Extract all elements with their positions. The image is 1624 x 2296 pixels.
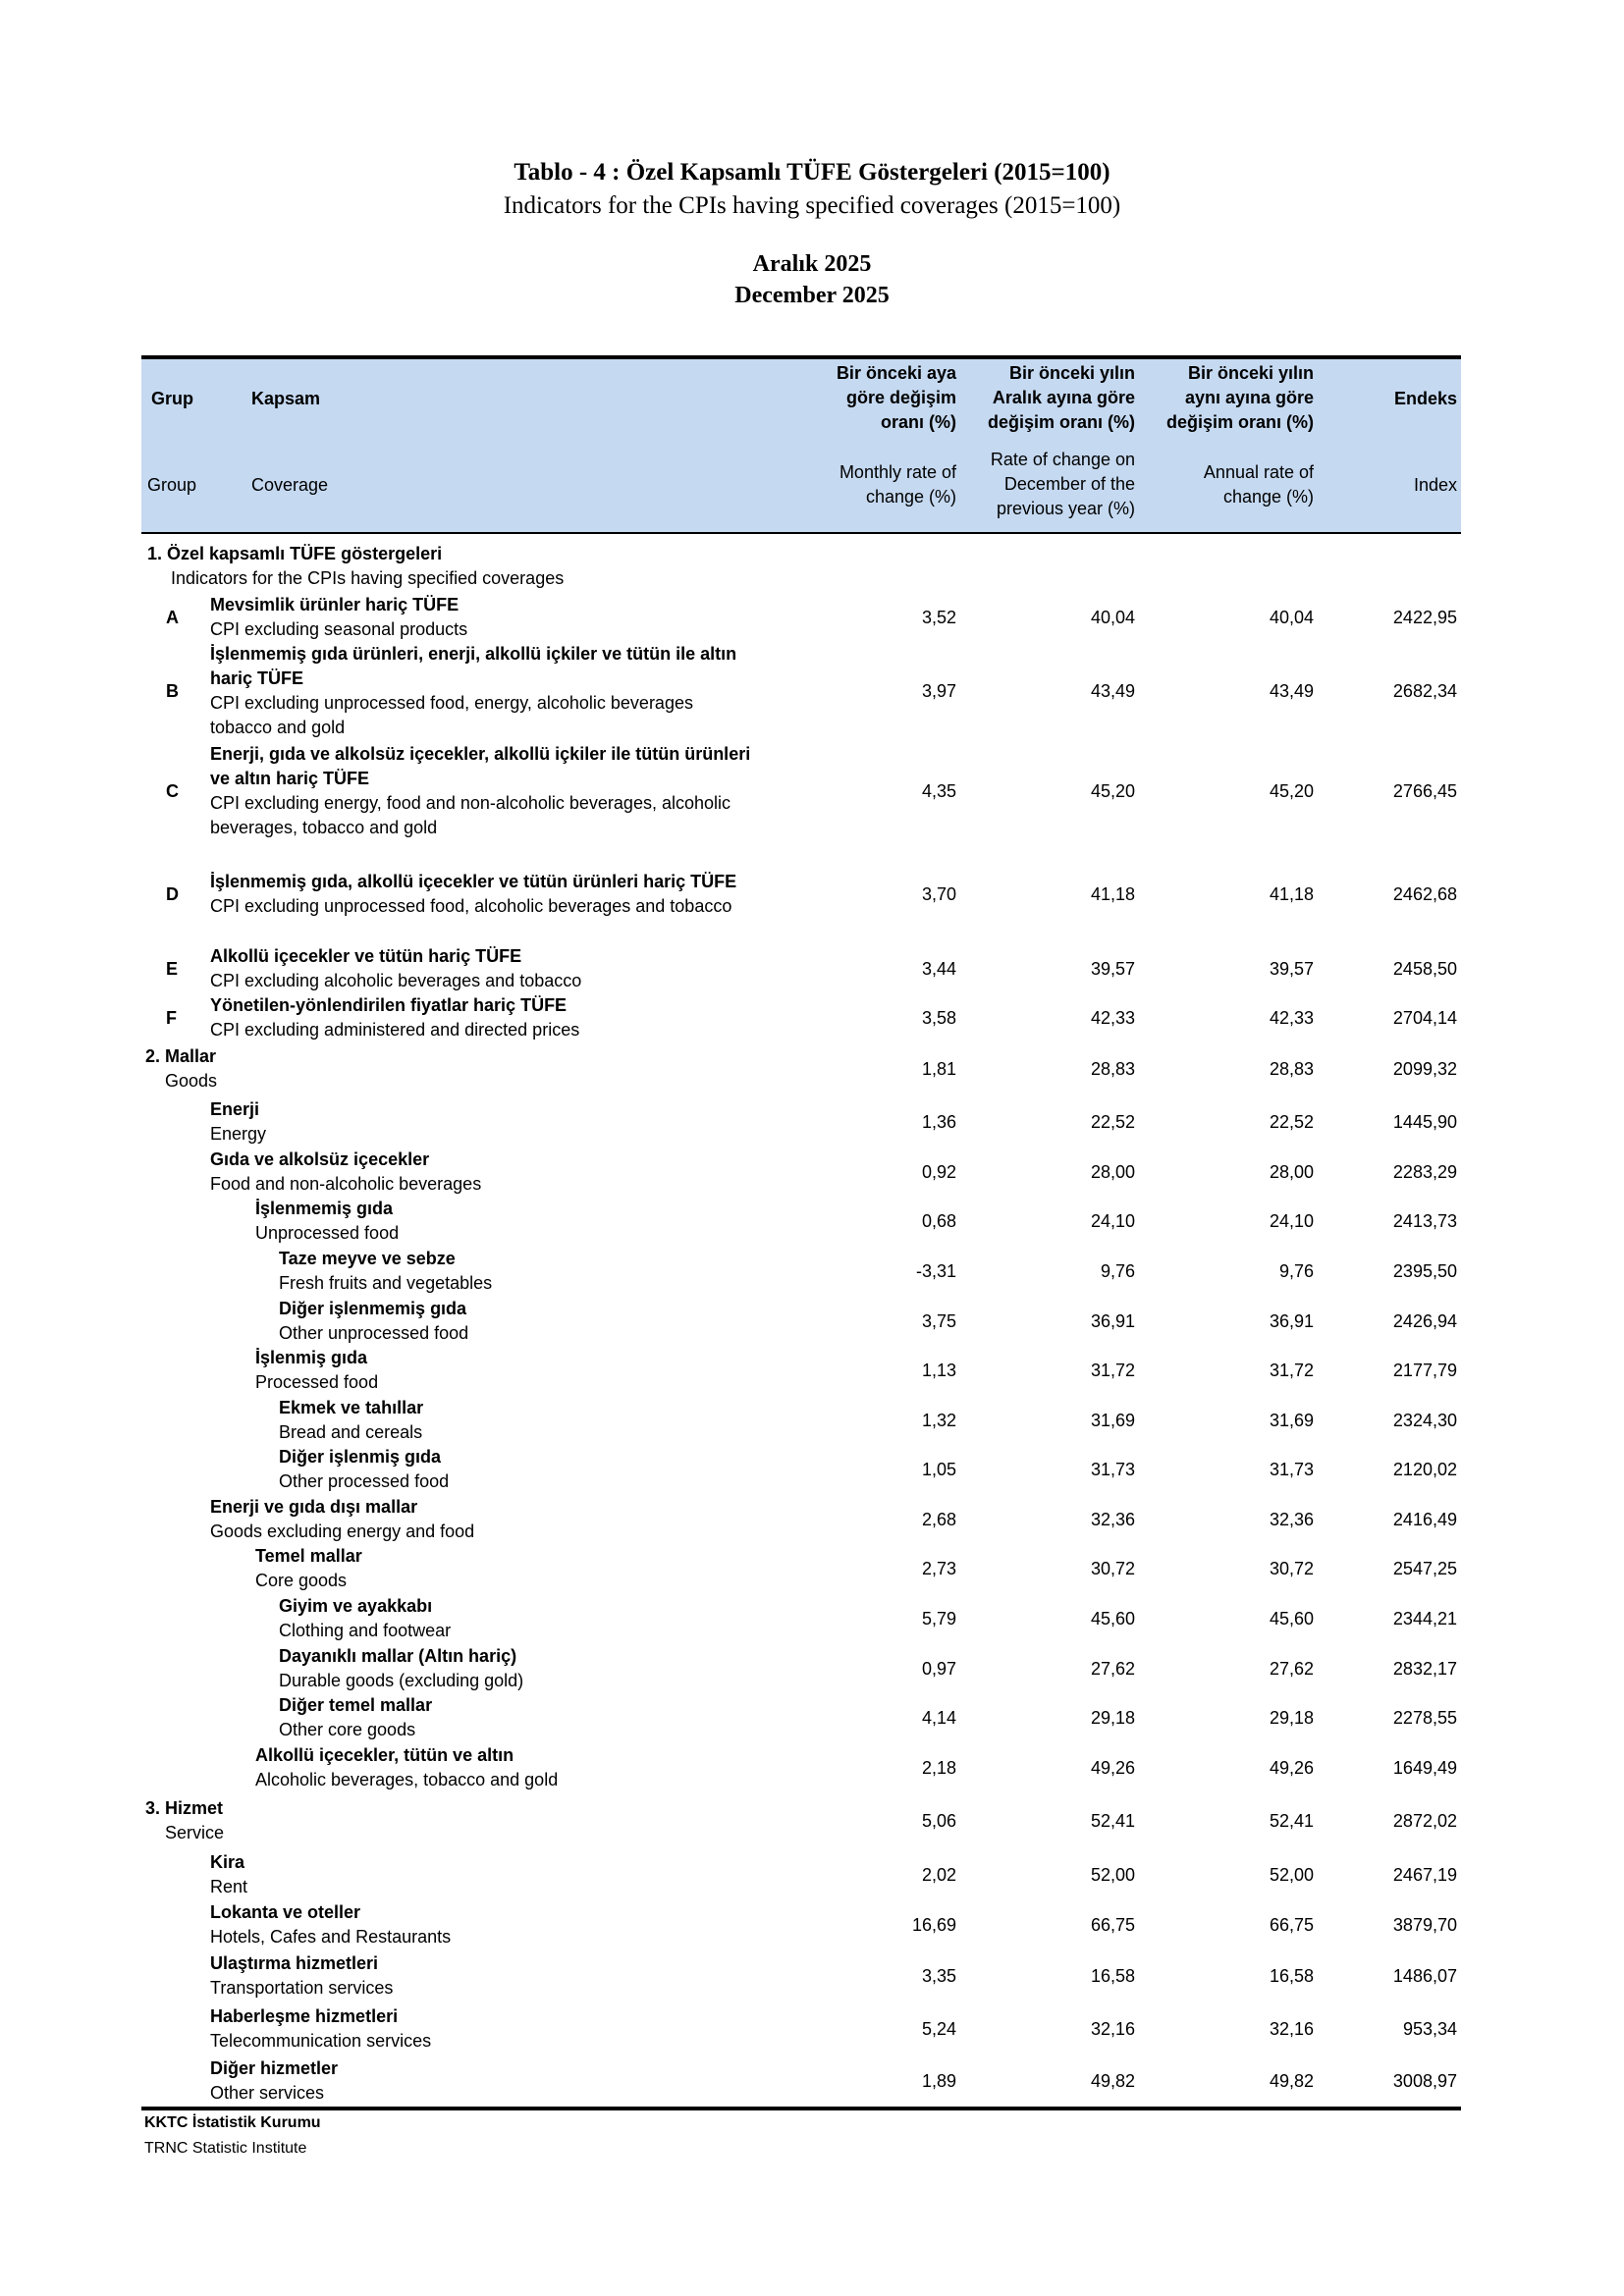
- annual-change: 52,00: [1269, 1864, 1314, 1885]
- december-change: 27,62: [1090, 1658, 1135, 1679]
- header-coverage-en: Coverage: [251, 475, 329, 495]
- index-value: 2344,21: [1392, 1608, 1457, 1629]
- monthly-change: 2,68: [921, 1509, 956, 1529]
- row-label: [279, 1247, 492, 1296]
- table-row: [141, 542, 1461, 591]
- row-label-tr: İşlenmemiş gıda ürünleri, enerji, alkollü içkiler ve tütün ile altın: [210, 644, 737, 664]
- annual-change: 27,62: [1269, 1658, 1314, 1679]
- row-label-en: Core goods: [255, 1571, 348, 1590]
- index-value: 2416,49: [1392, 1509, 1457, 1529]
- row-label: [210, 944, 581, 993]
- index-value: 2177,79: [1392, 1360, 1457, 1380]
- annual-change: 43,49: [1269, 680, 1314, 701]
- row-label-tr: ve altın hariç TÜFE: [210, 769, 370, 788]
- row-label: [255, 1544, 362, 1593]
- header-monthly-en: Monthly rate of change (%): [839, 462, 956, 507]
- december-change: 31,69: [1090, 1410, 1135, 1430]
- index-value: 2324,30: [1392, 1410, 1457, 1430]
- row-label-en: Rent: [210, 1877, 248, 1896]
- table-row: [141, 1693, 1461, 1742]
- row-label: [279, 1644, 523, 1693]
- table-row: [141, 1297, 1461, 1346]
- header-december-en: Rate of change on December of the previous year (%): [990, 450, 1135, 518]
- index-value: 2682,34: [1392, 680, 1457, 701]
- table-row: [141, 593, 1461, 642]
- row-label-tr: İşlenmiş gıda: [255, 1348, 368, 1367]
- row-label-tr: 2. Mallar: [145, 1046, 217, 1066]
- period-en: December 2025: [734, 283, 890, 308]
- row-label: [145, 1796, 224, 1845]
- december-change: 28,00: [1090, 1161, 1135, 1182]
- row-label-tr: hariç TÜFE: [210, 668, 304, 688]
- table-row: [141, 2004, 1461, 2054]
- row-label-tr: Ekmek ve tahıllar: [279, 1398, 424, 1417]
- index-value: 2120,02: [1392, 1459, 1457, 1479]
- table-row: [141, 1495, 1461, 1544]
- monthly-change: 1,05: [921, 1459, 956, 1479]
- header-group-tr: Grup: [151, 389, 193, 408]
- december-change: 29,18: [1090, 1707, 1135, 1728]
- row-label: [279, 1693, 432, 1742]
- header-december-tr: Bir önceki yılın Aralık ayına göre değişim oranı (%): [987, 363, 1135, 432]
- row-label-en: Indicators for the CPIs having specified coverages: [171, 568, 565, 588]
- table-title: Tablo - 4 : Özel Kapsamlı TÜFE Göstergeleri (2015=100): [514, 159, 1110, 186]
- annual-change: 32,16: [1269, 2018, 1314, 2039]
- table-bottom-rule: [141, 2107, 1461, 2110]
- table-subtitle: Indicators for the CPIs having specified coverages (2015=100): [503, 192, 1121, 219]
- december-change: 31,73: [1090, 1459, 1135, 1479]
- row-label-en: tobacco and gold: [210, 718, 346, 737]
- footer-org-tr: KKTC İstatistik Kurumu: [144, 2114, 321, 2131]
- annual-change: 31,73: [1269, 1459, 1314, 1479]
- index-value: 2766,45: [1392, 780, 1457, 801]
- december-change: 49,82: [1090, 2070, 1135, 2091]
- table-row: [141, 1148, 1461, 1197]
- annual-change: 31,72: [1269, 1360, 1314, 1380]
- index-value: 2283,29: [1392, 1161, 1457, 1182]
- row-label: [210, 742, 750, 840]
- row-label-en: Fresh fruits and vegetables: [279, 1273, 493, 1293]
- index-value: 3879,70: [1392, 1914, 1457, 1935]
- december-change: 36,91: [1090, 1310, 1135, 1331]
- row-label: [210, 870, 736, 919]
- monthly-change: 3,44: [921, 958, 956, 979]
- december-change: 16,58: [1090, 1965, 1135, 1986]
- row-label-en: Transportation services: [210, 1978, 394, 1998]
- row-label-en: Unprocessed food: [255, 1223, 400, 1243]
- row-label-en: Food and non-alcoholic beverages: [210, 1174, 482, 1194]
- december-change: 30,72: [1090, 1558, 1135, 1578]
- december-change: 49,26: [1090, 1757, 1135, 1778]
- index-value: 2872,02: [1392, 1810, 1457, 1831]
- header-annual-tr: Bir önceki yılın aynı ayına göre değişim oranı (%): [1165, 363, 1314, 432]
- row-label: [255, 1743, 558, 1792]
- index-value: 3008,97: [1392, 2070, 1457, 2091]
- row-label-en: Other processed food: [279, 1471, 450, 1491]
- row-label: [255, 1197, 399, 1246]
- monthly-change: 2,18: [921, 1757, 956, 1778]
- table-row: [141, 1544, 1461, 1593]
- december-change: 9,76: [1100, 1260, 1135, 1281]
- table-row: [141, 1097, 1461, 1147]
- period-tr: Aralık 2025: [752, 251, 872, 277]
- annual-change: 28,00: [1269, 1161, 1314, 1182]
- row-label-en: Goods: [165, 1071, 218, 1091]
- row-label-tr: İşlenmemiş gıda, alkollü içecekler ve tütün ürünleri hariç TÜFE: [210, 872, 737, 891]
- row-label: [210, 642, 736, 740]
- table-row: [141, 1197, 1461, 1246]
- row-label-en: CPI excluding seasonal products: [210, 619, 468, 639]
- index-value: 2422,95: [1392, 607, 1457, 627]
- row-label: [210, 1148, 481, 1197]
- monthly-change: 0,92: [921, 1161, 956, 1182]
- december-change: 28,83: [1090, 1058, 1135, 1079]
- december-change: 31,72: [1090, 1360, 1135, 1380]
- header-coverage-tr: Kapsam: [251, 389, 321, 408]
- header-group-en: Group: [147, 475, 197, 495]
- table-row: [141, 1346, 1461, 1395]
- row-code: F: [166, 1007, 177, 1028]
- index-value: 2099,32: [1392, 1058, 1457, 1079]
- table-row: [141, 1396, 1461, 1445]
- row-label-en: CPI excluding unprocessed food, energy, alcoholic beverages: [210, 693, 693, 713]
- index-value: 2467,19: [1392, 1864, 1457, 1885]
- annual-change: 31,69: [1269, 1410, 1314, 1430]
- monthly-change: 3,52: [921, 607, 956, 627]
- table-row: [141, 1594, 1461, 1643]
- table-row: [141, 1247, 1461, 1296]
- monthly-change: 4,14: [921, 1707, 956, 1728]
- index-value: 953,34: [1402, 2018, 1457, 2039]
- row-code: A: [166, 607, 179, 627]
- row-label-tr: Temel mallar: [255, 1546, 362, 1566]
- row-label-tr: Alkollü içecekler, tütün ve altın: [255, 1745, 514, 1765]
- row-label-tr: Giyim ve ayakkabı: [279, 1596, 433, 1616]
- index-value: 2547,25: [1392, 1558, 1457, 1578]
- december-change: 52,00: [1090, 1864, 1135, 1885]
- row-label-en: Durable goods (excluding gold): [279, 1671, 524, 1690]
- row-label-tr: Diğer işlenmiş gıda: [279, 1447, 442, 1467]
- row-label-tr: Enerji: [210, 1099, 260, 1119]
- row-label-tr: Gıda ve alkolsüz içecekler: [210, 1149, 430, 1169]
- row-label-tr: Lokanta ve oteller: [210, 1902, 361, 1922]
- header-monthly-tr: Bir önceki aya göre değişim oranı (%): [836, 363, 956, 432]
- table-row: [141, 742, 1461, 840]
- row-label: [147, 542, 564, 591]
- december-change: 22,52: [1090, 1111, 1135, 1132]
- row-label: [210, 1850, 247, 1899]
- row-label-en: Alcoholic beverages, tobacco and gold: [255, 1770, 559, 1789]
- row-label-en: CPI excluding energy, food and non-alcoholic beverages, alcoholic: [210, 793, 731, 813]
- row-label: [210, 1900, 451, 1949]
- annual-change: 52,41: [1269, 1810, 1314, 1831]
- row-label: [210, 2056, 338, 2106]
- row-label-tr: Enerji ve gıda dışı mallar: [210, 1497, 418, 1517]
- row-label-tr: Diğer hizmetler: [210, 2058, 339, 2078]
- index-value: 1445,90: [1392, 1111, 1457, 1132]
- annual-change: 45,20: [1269, 780, 1314, 801]
- row-label-en: Other core goods: [279, 1720, 416, 1739]
- annual-change: 39,57: [1269, 958, 1314, 979]
- row-code: E: [166, 958, 179, 979]
- row-label-tr: Alkollü içecekler ve tütün hariç TÜFE: [210, 946, 522, 966]
- table-row: [141, 870, 1461, 919]
- monthly-change: 0,97: [921, 1658, 956, 1679]
- december-change: 41,18: [1090, 883, 1135, 904]
- index-value: 2462,68: [1392, 883, 1457, 904]
- row-label: [210, 1951, 393, 2001]
- row-label: [210, 593, 467, 642]
- annual-change: 22,52: [1269, 1111, 1314, 1132]
- december-change: 32,36: [1090, 1509, 1135, 1529]
- index-value: 1649,49: [1392, 1757, 1457, 1778]
- row-label-en: Processed food: [255, 1372, 379, 1392]
- row-label-en: Goods excluding energy and food: [210, 1522, 475, 1541]
- row-label-tr: Taze meyve ve sebze: [279, 1249, 456, 1268]
- row-label: [210, 1097, 266, 1147]
- row-label-en: Hotels, Cafes and Restaurants: [210, 1927, 452, 1947]
- annual-change: 36,91: [1269, 1310, 1314, 1331]
- index-value: 2278,55: [1392, 1707, 1457, 1728]
- annual-change: 28,83: [1269, 1058, 1314, 1079]
- row-label: [279, 1445, 449, 1494]
- annual-change: 32,36: [1269, 1509, 1314, 1529]
- december-change: 40,04: [1090, 607, 1135, 627]
- table-row: [141, 1900, 1461, 1949]
- row-label-en: CPI excluding alcoholic beverages and tobacco: [210, 971, 582, 990]
- monthly-change: 3,70: [921, 883, 956, 904]
- table-row: [141, 993, 1461, 1042]
- row-label-en: Other services: [210, 2083, 325, 2103]
- row-label-en: CPI excluding administered and directed prices: [210, 1020, 580, 1040]
- table-row: [141, 1951, 1461, 2001]
- annual-change: 45,60: [1269, 1608, 1314, 1629]
- row-label-tr: Diğer işlenmemiş gıda: [279, 1299, 467, 1318]
- index-value: 1486,07: [1392, 1965, 1457, 1986]
- monthly-change: 16,69: [911, 1914, 956, 1935]
- monthly-change: 2,73: [921, 1558, 956, 1578]
- row-label: [279, 1594, 451, 1643]
- monthly-change: 1,32: [921, 1410, 956, 1430]
- table-row: [141, 1743, 1461, 1792]
- annual-change: 66,75: [1269, 1914, 1314, 1935]
- monthly-change: 4,35: [921, 780, 956, 801]
- annual-change: 29,18: [1269, 1707, 1314, 1728]
- row-label-tr: Ulaştırma hizmetleri: [210, 1953, 379, 1973]
- row-label: [145, 1044, 217, 1094]
- row-code: C: [166, 780, 179, 801]
- december-change: 43,49: [1090, 680, 1135, 701]
- row-label-tr: Mevsimlik ürünler hariç TÜFE: [210, 595, 460, 614]
- row-label: [255, 1346, 378, 1395]
- monthly-change: 1,81: [921, 1058, 956, 1079]
- index-value: 2413,73: [1392, 1210, 1457, 1231]
- row-code: B: [166, 680, 179, 701]
- row-code: D: [166, 883, 179, 904]
- monthly-change: 1,13: [921, 1360, 956, 1380]
- row-label-en: CPI excluding unprocessed food, alcoholic beverages and tobacco: [210, 896, 732, 916]
- row-label-tr: 1. Özel kapsamlı TÜFE göstergeleri: [147, 544, 443, 563]
- index-value: 2426,94: [1392, 1310, 1457, 1331]
- row-label: [210, 993, 579, 1042]
- monthly-change: 2,02: [921, 1864, 956, 1885]
- row-label-tr: Diğer temel mallar: [279, 1695, 433, 1715]
- row-label-tr: İşlenmemiş gıda: [255, 1199, 394, 1218]
- row-label-tr: Kira: [210, 1852, 245, 1872]
- row-label-en: beverages, tobacco and gold: [210, 818, 438, 837]
- table-row: [141, 2056, 1461, 2106]
- december-change: 66,75: [1090, 1914, 1135, 1935]
- row-label-tr: Yönetilen-yönlendirilen fiyatlar hariç TÜFE: [210, 995, 568, 1015]
- monthly-change: 3,97: [921, 680, 956, 701]
- table-row: [141, 1044, 1461, 1094]
- header-index-en: Index: [1413, 475, 1457, 495]
- december-change: 24,10: [1090, 1210, 1135, 1231]
- monthly-change: 5,79: [921, 1608, 956, 1629]
- december-change: 52,41: [1090, 1810, 1135, 1831]
- table-row: [141, 642, 1461, 740]
- row-label: [279, 1396, 423, 1445]
- annual-change: 49,82: [1269, 2070, 1314, 2091]
- header-annual-en: Annual rate of change (%): [1203, 462, 1314, 507]
- december-change: 39,57: [1090, 958, 1135, 979]
- annual-change: 16,58: [1269, 1965, 1314, 1986]
- december-change: 45,60: [1090, 1608, 1135, 1629]
- row-label-tr: Enerji, gıda ve alkolsüz içecekler, alkollü içkiler ile tütün ürünleri: [210, 744, 751, 764]
- footer-org-en: TRNC Statistic Institute: [144, 2140, 307, 2157]
- row-label-tr: Dayanıklı mallar (Altın hariç): [279, 1646, 517, 1666]
- december-change: 45,20: [1090, 780, 1135, 801]
- row-label: [279, 1297, 468, 1346]
- index-value: 2395,50: [1392, 1260, 1457, 1281]
- row-label-en: Bread and cereals: [279, 1422, 423, 1442]
- december-change: 32,16: [1090, 2018, 1135, 2039]
- row-label-en: Energy: [210, 1124, 267, 1144]
- monthly-change: 0,68: [921, 1210, 956, 1231]
- table-row: [141, 1850, 1461, 1899]
- row-label-tr: Haberleşme hizmetleri: [210, 2006, 399, 2026]
- row-label-en: Telecommunication services: [210, 2031, 432, 2051]
- header-index-tr: Endeks: [1393, 389, 1457, 408]
- annual-change: 41,18: [1269, 883, 1314, 904]
- row-label-en: Service: [165, 1823, 225, 1842]
- monthly-change: 5,24: [921, 2018, 956, 2039]
- monthly-change: 3,75: [921, 1310, 956, 1331]
- row-label-en: Clothing and footwear: [279, 1621, 452, 1640]
- row-label: [210, 2004, 431, 2054]
- annual-change: 42,33: [1269, 1007, 1314, 1028]
- table-row: [141, 1644, 1461, 1693]
- row-label-tr: 3. Hizmet: [145, 1798, 224, 1818]
- annual-change: 9,76: [1278, 1260, 1314, 1281]
- annual-change: 30,72: [1269, 1558, 1314, 1578]
- row-label-en: Other unprocessed food: [279, 1323, 469, 1343]
- monthly-change: 5,06: [921, 1810, 956, 1831]
- index-value: 2458,50: [1392, 958, 1457, 979]
- index-value: 2832,17: [1392, 1658, 1457, 1679]
- monthly-change: 3,58: [921, 1007, 956, 1028]
- monthly-change: 1,36: [921, 1111, 956, 1132]
- row-label: [210, 1495, 474, 1544]
- index-value: 2704,14: [1392, 1007, 1457, 1028]
- december-change: 42,33: [1090, 1007, 1135, 1028]
- table-row: [141, 1796, 1461, 1845]
- annual-change: 40,04: [1269, 607, 1314, 627]
- table-row: [141, 944, 1461, 993]
- annual-change: 24,10: [1269, 1210, 1314, 1231]
- table-header: [141, 355, 1461, 534]
- monthly-change: 1,89: [921, 2070, 956, 2091]
- monthly-change: 3,35: [921, 1965, 956, 1986]
- monthly-change: -3,31: [915, 1260, 956, 1281]
- table-row: [141, 1445, 1461, 1494]
- annual-change: 49,26: [1269, 1757, 1314, 1778]
- cpi-table: [141, 355, 1461, 2103]
